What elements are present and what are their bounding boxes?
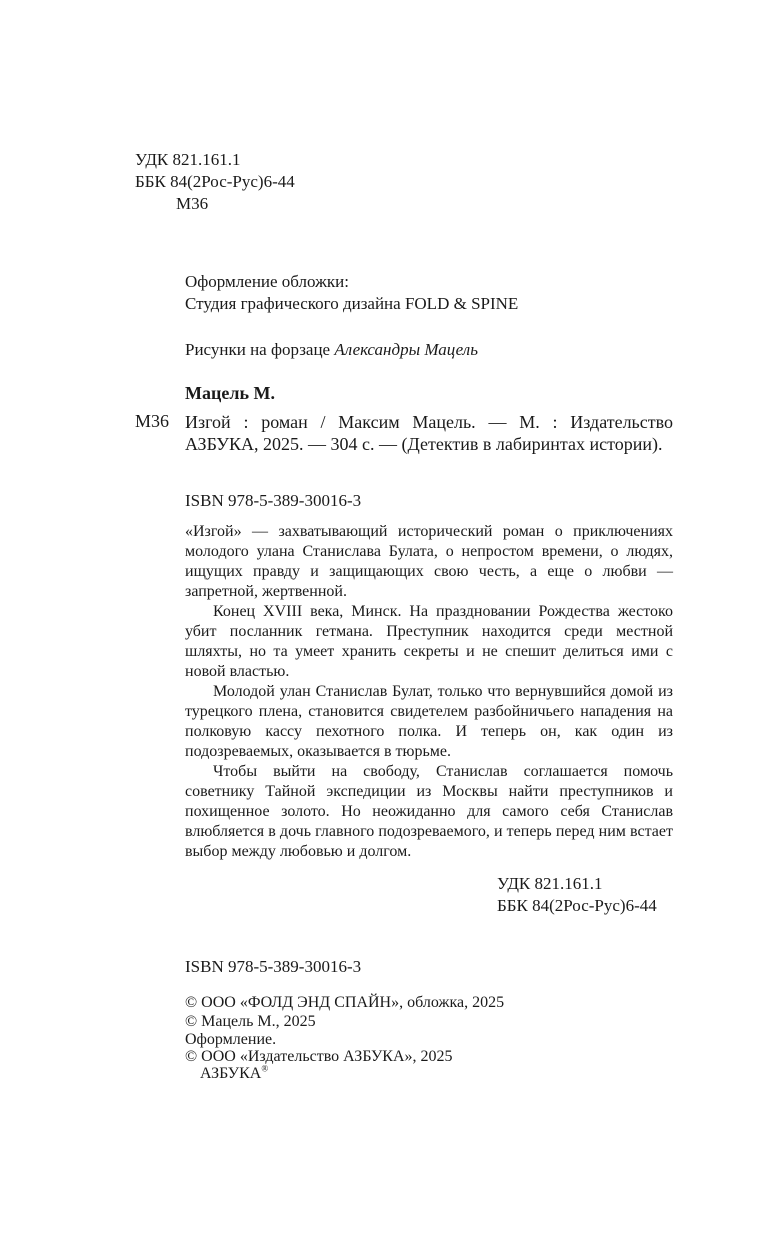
drawings-credit xyxy=(185,340,478,360)
publisher-mark xyxy=(200,1064,268,1084)
annotation-paragraph: Конец XVIII века, Минск. На праздновании Рождества жестоко убит посланник гетмана. Преступник находится среди местной шляхты, но та умеет хранить секреты и не спешит делиться ими с новой властью. xyxy=(185,603,673,680)
bib-author: Мацель М. xyxy=(185,383,275,403)
bib-description-text: Изгой : роман / Максим Мацель. — М. : Издательство АЗБУКА, 2025. — 304 с. — (Детектив в лабиринтах истории). xyxy=(185,412,673,454)
drawings-credit-author: Александры Мацель xyxy=(334,340,478,359)
annotation-paragraph: «Изгой» — захватывающий исторический роман о приключениях молодого улана Станислава Булата, о непростом времени, о людях, ищущих правду и защищающих свою честь, а еще о любви — запретной, жертвенной. xyxy=(185,523,673,600)
cover-design-studio: Студия графического дизайна FOLD & SPINE xyxy=(185,294,519,313)
annotation-paragraph: Молодой улан Станислав Булат, только что вернувшийся домой из турецкого плена, становится свидетелем разбойничьего нападения на полковую кассу пехотного полка. И теперь он, как один из подозреваемых, оказывается в тюрьме. xyxy=(185,683,673,760)
annotation-paragraph: Чтобы выйти на свободу, Станислав соглашается помочь советнику Тайной экспедиции из Москвы найти преступников и похищенное золото. Но неожиданно для самого себя Станислав влюбляется в дочь главного подозреваемого, и теперь перед ним встает выбор между любовью и долгом. xyxy=(185,763,673,860)
copyright-cover: © ООО «ФОЛД ЭНД СПАЙН», обложка, 2025 xyxy=(185,994,505,1011)
registered-symbol: ® xyxy=(261,1063,269,1074)
udk-footer: УДК 821.161.1 xyxy=(497,874,603,893)
drawings-credit-prefix: Рисунки на форзаце xyxy=(185,340,335,359)
footer-isbn: ISBN 978-5-389-30016-3 xyxy=(185,957,362,976)
bib-description xyxy=(185,411,673,455)
author-code-header: М36 xyxy=(176,194,209,213)
copyright-design: Оформление. xyxy=(185,1031,277,1048)
bib-author-code: М36 xyxy=(135,411,170,431)
bib-isbn: ISBN 978-5-389-30016-3 xyxy=(185,491,362,510)
cover-design-label: Оформление обложки: xyxy=(185,272,349,291)
copyright-publisher: © ООО «Издательство АЗБУКА», 2025 xyxy=(185,1048,453,1065)
publisher-mark-text: АЗБУКА xyxy=(200,1065,262,1082)
bbk-header: ББК 84(2Рос-Рус)6-44 xyxy=(135,172,295,191)
bbk-footer: ББК 84(2Рос-Рус)6-44 xyxy=(497,896,657,915)
annotation xyxy=(185,522,673,862)
udk-header: УДК 821.161.1 xyxy=(135,150,241,169)
copyright-author: © Мацель М., 2025 xyxy=(185,1013,316,1030)
